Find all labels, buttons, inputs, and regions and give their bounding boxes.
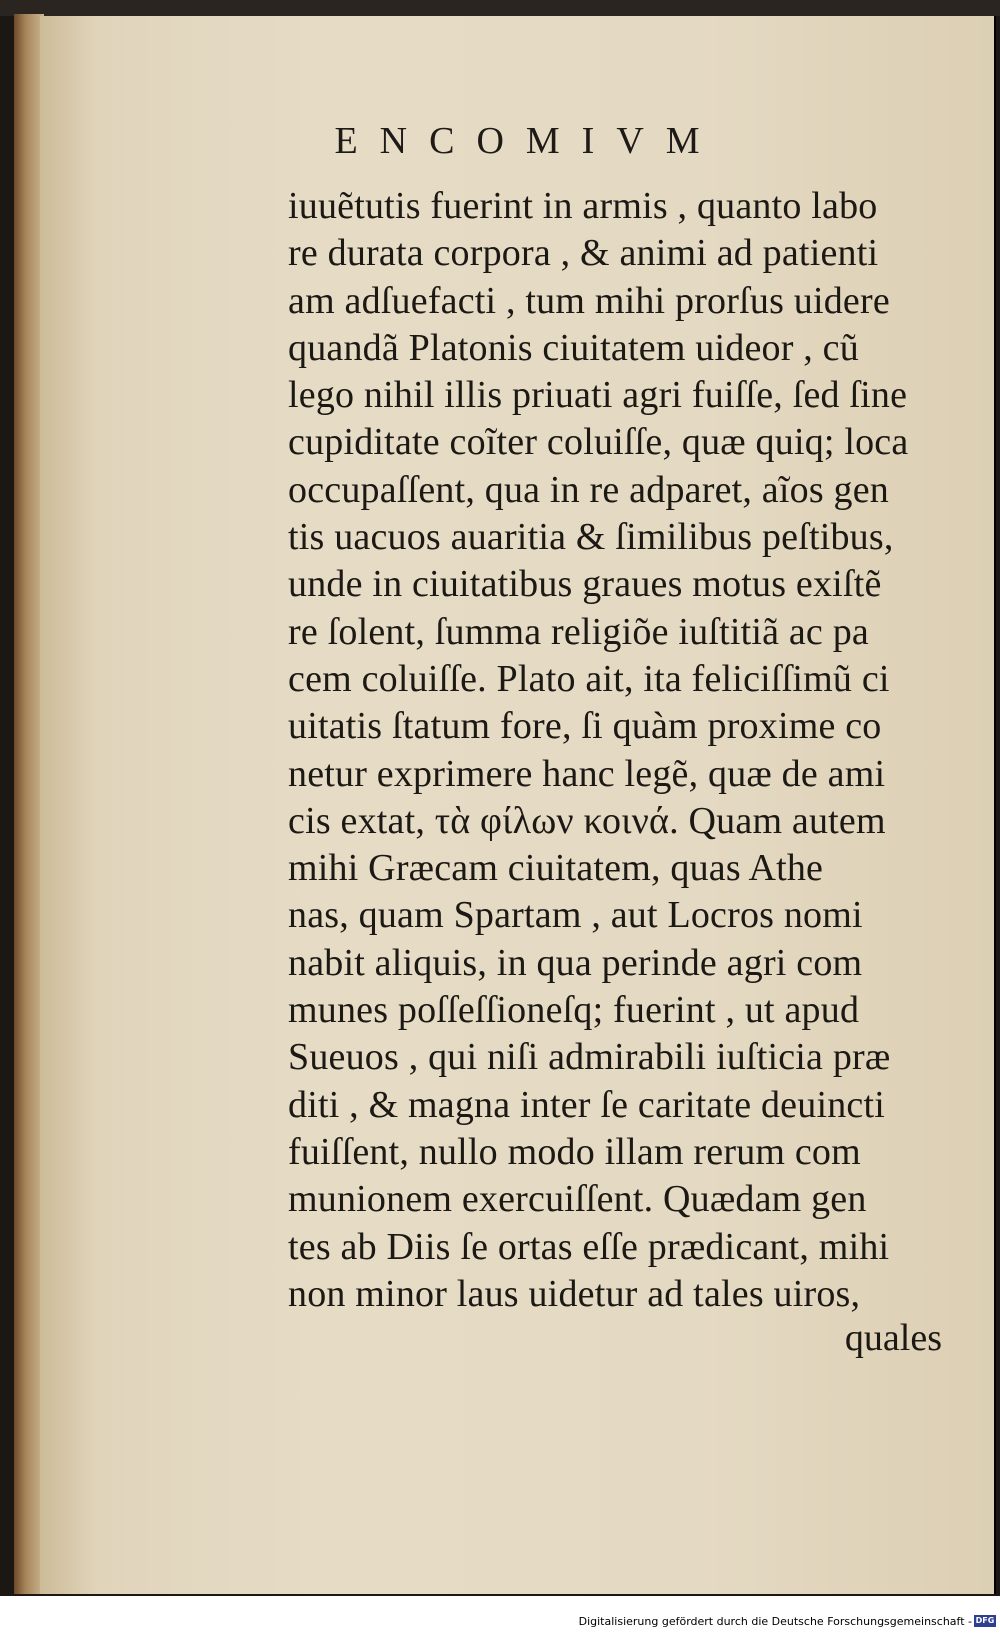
text-line: nas, quam Spartam , aut Locros nomi — [288, 894, 863, 937]
text-line: netur exprimere hanc legẽ, quæ de ami — [288, 752, 886, 795]
text-line: diti , & magna inter ſe caritate deuincti — [288, 1083, 885, 1126]
running-head: ENCOMIVM — [334, 120, 722, 162]
text-line: nabit aliquis, in qua perinde agri com — [288, 941, 863, 984]
text-line: tes ab Diis ſe ortas eſſe prædicant, mihi — [288, 1225, 890, 1268]
text-line: cem coluiſſe. Plato ait, ita feliciſſimũ ci — [288, 657, 890, 700]
text-line: munes poſſeſſioneſq; fuerint , ut apud — [288, 989, 860, 1032]
text-line: cupiditate coĩter coluiſſe, quæ quiq; loca — [288, 421, 909, 464]
scan-top-edge — [0, 0, 1000, 16]
text-line: mihi Græcam ciuitatem, quas Athe — [288, 847, 824, 890]
dfg-logo: DFG — [975, 1616, 995, 1625]
book-page — [40, 16, 996, 1594]
digitization-credit: Digitalisierung gefördert durch die Deutsche Forschungsgemeinschaft - — [578, 1615, 972, 1628]
text-line: cis extat, τὰ φίλων κοινά. Quam autem — [288, 799, 886, 842]
text-line: munionem exercuiſſent. Quædam gen — [288, 1178, 867, 1221]
text-line: lego nihil illis priuati agri fuiſſe, ſed ſine — [288, 374, 908, 417]
text-line: fuiſſent, nullo modo illam rerum com — [288, 1130, 861, 1173]
text-line: tis uacuos auaritia & ſimilibus peſtibus, — [288, 516, 894, 559]
footer-bar — [0, 1596, 1000, 1637]
text-line: unde in ciuitatibus graues motus exiſtẽ — [288, 563, 882, 606]
text-line: Sueuos , qui niſi admirabili iuſticia præ — [288, 1036, 891, 1079]
text-line: occupaſſent, qua in re adparet, aĩos gen — [288, 468, 889, 511]
text-line: re ſolent, ſumma religiõe iuſtitiã ac pa — [288, 610, 869, 653]
catchword: quales — [844, 1317, 942, 1359]
text-line: quandã Platonis ciuitatem uideor , cũ — [288, 326, 859, 369]
text-line: non minor laus uidetur ad tales uiros, — [288, 1272, 861, 1315]
text-line: re durata corpora , & animi ad patienti — [288, 232, 879, 275]
text-line: iuuẽtutis fuerint in armis , quanto labo — [288, 185, 878, 227]
text-line: uitatis ſtatum fore, ſi quàm proxime co — [288, 705, 882, 748]
text-line: am adſuefacti , tum mihi prorſus uidere — [288, 279, 890, 322]
text-block — [288, 183, 988, 1318]
